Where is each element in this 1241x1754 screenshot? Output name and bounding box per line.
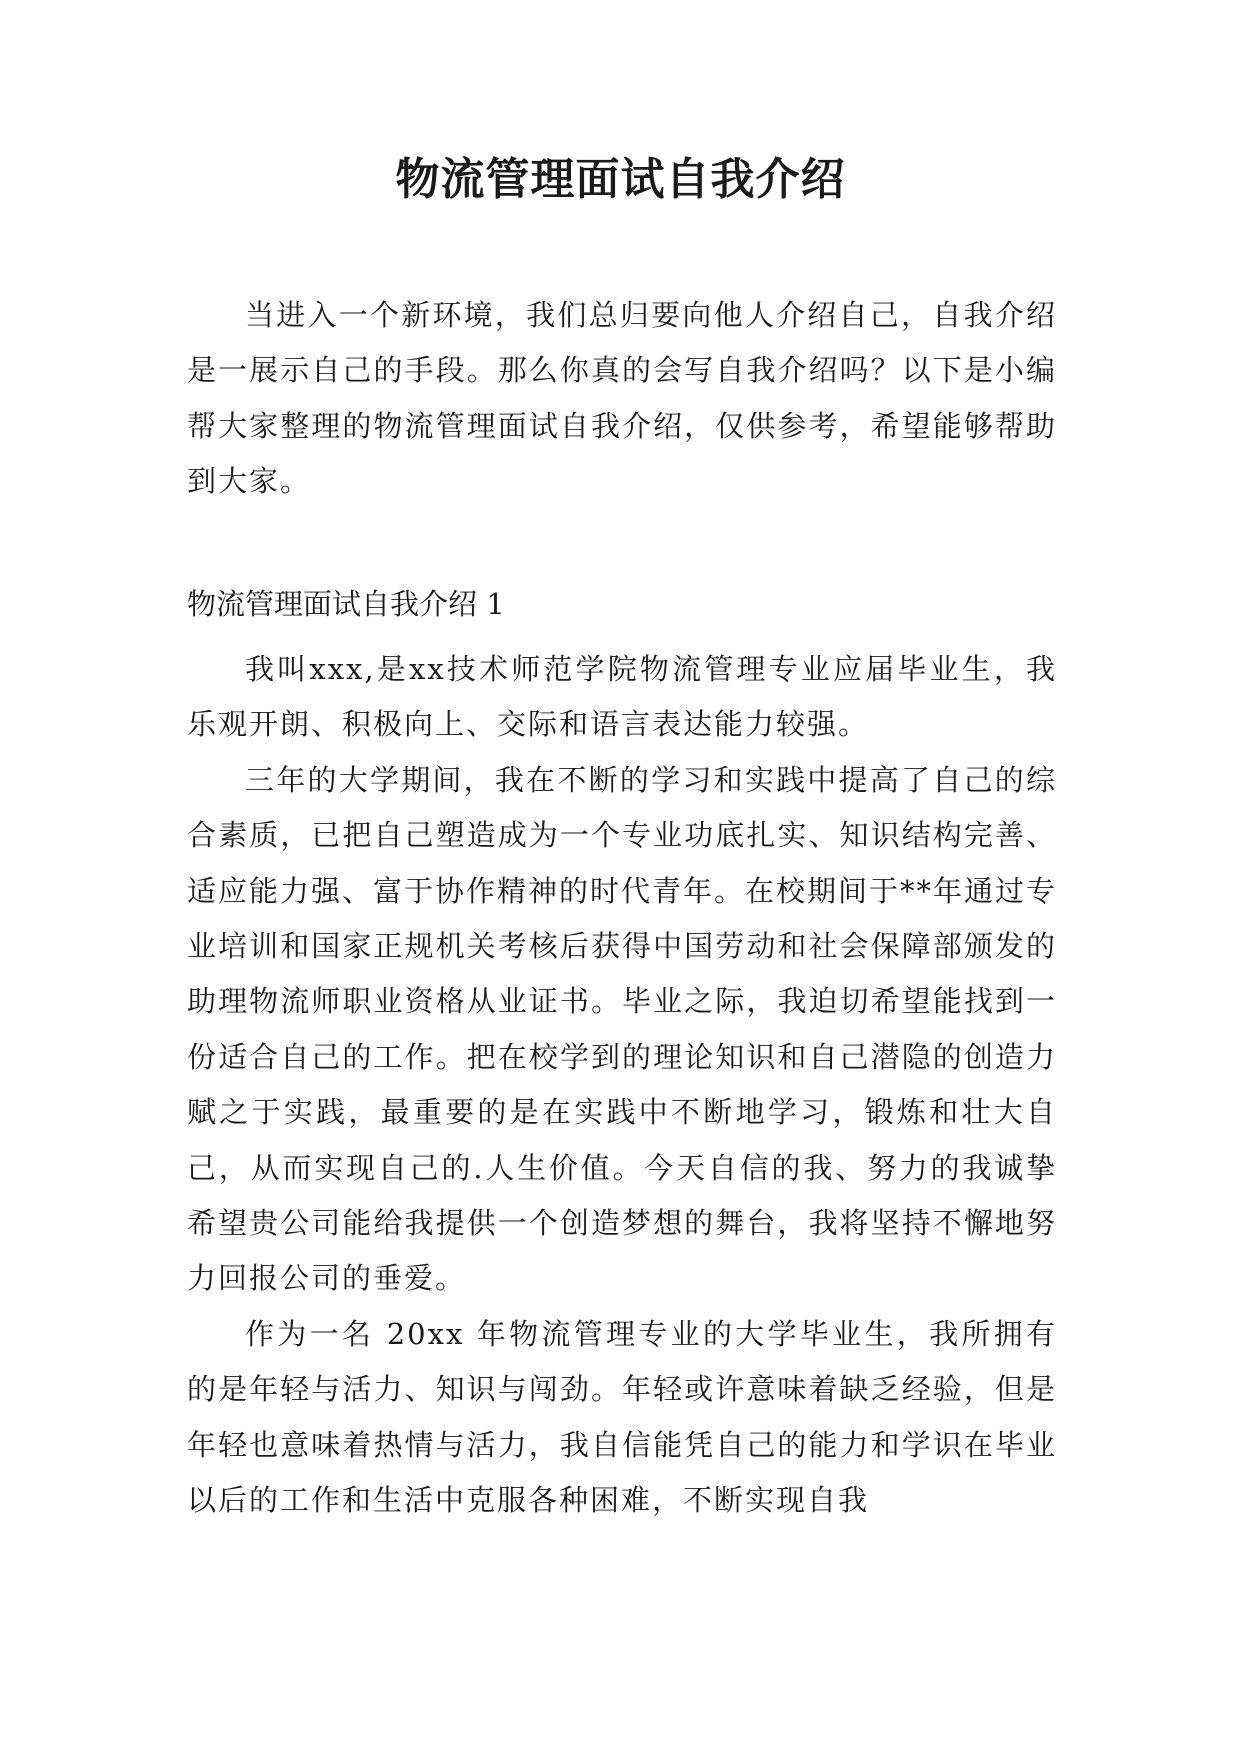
body-paragraph: 三年的大学期间，我在不断的学习和实践中提高了自己的综合素质，已把自己塑造成为一个专业功底扎实、知识结构完善、适应能力强、富于协作精神的时代青年。在校期间于**年通过专业培训和国家正规机关考核后获得中国劳动和社会保障部颁发的助理物流师职业资格从业证书。毕业之际，我迫切希望能找到一份适合自己的工作。把在校学到的理论知识和自己潜隐的创造力赋之于实践，最重要的是在实践中不断地学习，锻炼和壮大自己，从而实现自己的.人生价值。今天自信的我、努力的我诚挚希望贵公司能给我提供一个创造梦想的舞台，我将坚持不懈地努力回报公司的垂爱。: [187, 762, 1058, 1296]
body-paragraph: 作为一名 20xx 年物流管理专业的大学毕业生，我所拥有的是年轻与活力、知识与闯劲。年轻或许意味着缺乏经验，但是年轻也意味着热情与活力，我自信能凭自己的能力和学识在毕业以后的工作和生活中克服各种困难，不断实现自我: [187, 1316, 1057, 1518]
section-heading: 物流管理面试自我介绍 1: [187, 587, 505, 621]
document-title: 物流管理面试自我介绍: [395, 154, 846, 205]
body-section: [187, 642, 1057, 1529]
intro-section: [187, 288, 1057, 510]
intro-paragraph: 当进入一个新环境，我们总归要向他人介绍自己，自我介绍是一展示自己的手段。那么你真的会写自我介绍吗？以下是小编帮大家整理的物流管理面试自我介绍，仅供参考，希望能够帮助到大家。: [187, 298, 1057, 499]
body-paragraph: 我叫xxx,是xx技术师范学院物流管理专业应届毕业生，我乐观开朗、积极向上、交际和语言表达能力较强。: [187, 652, 1057, 742]
